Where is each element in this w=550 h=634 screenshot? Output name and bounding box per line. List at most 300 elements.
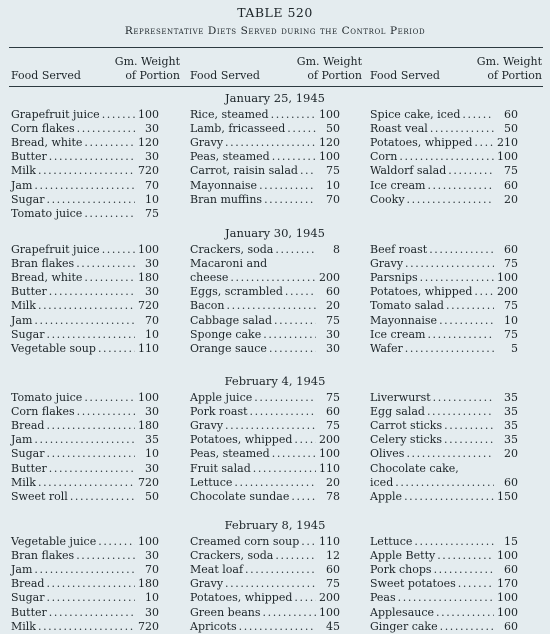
food-name: Crackers, soda bbox=[190, 243, 274, 256]
dot-leader bbox=[46, 193, 135, 207]
portion-weight: 200 bbox=[319, 271, 340, 285]
food-name: Egg salad bbox=[370, 405, 425, 419]
portion-weight: 5 bbox=[511, 341, 518, 355]
food-name: Bread, white bbox=[11, 271, 83, 285]
food-name: Parsnips bbox=[370, 271, 418, 285]
table-row bbox=[190, 549, 340, 563]
food-name: Mayonnaise bbox=[190, 178, 258, 192]
table-row bbox=[11, 476, 159, 490]
table-row bbox=[370, 271, 518, 285]
dot-leader bbox=[405, 342, 494, 356]
food-name: Milk bbox=[11, 619, 36, 633]
portion-weight: 200 bbox=[319, 591, 340, 605]
table-row bbox=[11, 419, 159, 433]
table-row bbox=[190, 342, 340, 356]
table-row bbox=[11, 591, 159, 605]
table-row bbox=[190, 299, 340, 313]
table-row bbox=[190, 257, 340, 271]
dot-leader bbox=[46, 577, 135, 591]
food-name: Apple juice bbox=[190, 391, 253, 404]
table-row bbox=[11, 563, 159, 577]
table-row bbox=[190, 462, 340, 476]
dot-leader bbox=[427, 405, 494, 419]
portion-weight: 75 bbox=[326, 391, 340, 404]
food-name: Spice cake, iced bbox=[370, 108, 461, 121]
table-row bbox=[190, 243, 340, 257]
food-name: Mayonnaise bbox=[370, 313, 438, 327]
col1-header-food: Food Served bbox=[11, 69, 81, 82]
table-row bbox=[370, 150, 518, 164]
dot-leader bbox=[444, 419, 494, 433]
table-row bbox=[11, 328, 159, 342]
food-name: Bacon bbox=[190, 299, 225, 313]
table-row bbox=[370, 257, 518, 271]
portion-weight: 10 bbox=[504, 313, 518, 327]
food-name: Peas, steamed bbox=[190, 150, 270, 164]
dot-leader bbox=[269, 257, 316, 271]
food-name: Pork chops bbox=[370, 563, 432, 577]
dot-leader bbox=[461, 462, 494, 476]
portion-weight: 10 bbox=[145, 192, 159, 206]
portion-weight: 120 bbox=[138, 136, 159, 150]
dot-leader bbox=[462, 108, 494, 122]
portion-weight: 720 bbox=[138, 164, 159, 178]
food-name: Ginger cake bbox=[370, 619, 438, 633]
food-name: Carrot sticks bbox=[370, 419, 443, 433]
dot-leader bbox=[225, 419, 316, 433]
dot-leader bbox=[272, 150, 316, 164]
portion-weight: 75 bbox=[326, 313, 340, 327]
food-name: Sugar bbox=[11, 591, 45, 605]
food-name: Eggs, scrambled bbox=[190, 285, 283, 299]
portion-weight: 70 bbox=[145, 178, 159, 192]
table-row bbox=[190, 164, 340, 178]
food-name: Roast veal bbox=[370, 122, 428, 136]
table-row bbox=[11, 136, 159, 150]
food-name: Jam bbox=[11, 433, 33, 447]
portion-weight: 20 bbox=[504, 447, 518, 461]
dot-leader bbox=[407, 193, 494, 207]
portion-weight: 60 bbox=[504, 475, 518, 489]
dot-leader bbox=[259, 179, 316, 193]
food-name: Celery sticks bbox=[370, 433, 442, 447]
food-name: Olives bbox=[370, 447, 405, 461]
dot-leader bbox=[76, 257, 135, 271]
portion-weight bbox=[318, 257, 340, 271]
food-name: Lamb, fricasseed bbox=[190, 122, 286, 136]
dot-leader bbox=[70, 490, 135, 504]
table-row bbox=[370, 122, 518, 136]
table-row bbox=[11, 179, 159, 193]
dot-leader bbox=[430, 122, 494, 136]
food-name: cheese bbox=[190, 271, 229, 285]
table-row bbox=[370, 136, 518, 150]
col2-header-weight-line2: of Portion bbox=[307, 69, 362, 82]
table-row bbox=[190, 476, 340, 490]
dot-leader bbox=[405, 257, 494, 271]
food-name: Butter bbox=[11, 285, 47, 299]
dot-leader bbox=[263, 328, 316, 342]
dot-leader bbox=[49, 285, 135, 299]
portion-weight: 60 bbox=[504, 243, 518, 256]
table-row bbox=[11, 433, 159, 447]
dot-leader bbox=[49, 150, 135, 164]
food-name: Corn flakes bbox=[11, 122, 75, 136]
food-name: Cabbage salad bbox=[190, 313, 272, 327]
food-name: Corn flakes bbox=[11, 405, 75, 419]
food-name: Apricots bbox=[190, 619, 237, 633]
food-name: Lettuce bbox=[370, 535, 413, 548]
table-row bbox=[370, 476, 518, 490]
food-name: Sweet roll bbox=[11, 489, 68, 503]
portion-weight: 20 bbox=[326, 475, 340, 489]
portion-weight: 200 bbox=[497, 285, 518, 299]
dot-leader bbox=[76, 549, 135, 563]
portion-weight: 180 bbox=[138, 271, 159, 285]
col3-header-weight-line2: of Portion bbox=[487, 69, 542, 82]
table-row bbox=[190, 328, 340, 342]
portion-weight: 15 bbox=[504, 535, 518, 548]
portion-weight: 75 bbox=[504, 327, 518, 341]
table-row bbox=[370, 164, 518, 178]
dot-leader bbox=[230, 271, 316, 285]
col2-header-food: Food Served bbox=[190, 69, 260, 82]
portion-weight: 70 bbox=[145, 563, 159, 577]
food-name: Potatoes, whipped bbox=[190, 591, 293, 605]
dot-leader bbox=[225, 136, 316, 150]
dot-leader bbox=[38, 299, 135, 313]
portion-weight: 60 bbox=[326, 285, 340, 299]
dot-leader bbox=[38, 164, 135, 178]
portion-weight: 150 bbox=[497, 489, 518, 503]
food-name: Vegetable soup bbox=[11, 341, 96, 355]
dot-leader bbox=[440, 620, 494, 634]
food-name: Gravy bbox=[190, 419, 224, 433]
table-row bbox=[370, 405, 518, 419]
portion-weight: 60 bbox=[504, 563, 518, 577]
portion-weight: 30 bbox=[145, 150, 159, 164]
dot-leader bbox=[398, 591, 494, 605]
dot-leader bbox=[395, 476, 494, 490]
portion-weight: 30 bbox=[326, 341, 340, 355]
food-name: Green beans bbox=[190, 605, 261, 619]
portion-weight: 100 bbox=[138, 535, 159, 548]
food-name: Bread bbox=[11, 577, 45, 591]
section-date: January 25, 1945 bbox=[225, 91, 325, 105]
table-row bbox=[11, 193, 159, 207]
portion-weight: 60 bbox=[326, 563, 340, 577]
dot-leader bbox=[294, 433, 316, 447]
food-name: Sugar bbox=[11, 327, 45, 341]
table-row bbox=[370, 314, 518, 328]
dot-leader bbox=[414, 535, 494, 549]
food-name: Pork roast bbox=[190, 405, 248, 419]
col1-header-weight-line1: Gm. Weight bbox=[114, 55, 180, 68]
portion-weight: 35 bbox=[504, 391, 518, 404]
dot-leader bbox=[77, 122, 135, 136]
food-name: Potatoes, whipped bbox=[370, 285, 473, 299]
dot-leader bbox=[38, 620, 135, 634]
table-number: TABLE 520 bbox=[237, 5, 313, 20]
dot-leader bbox=[253, 462, 316, 476]
portion-weight: 180 bbox=[138, 419, 159, 433]
portion-weight: 35 bbox=[504, 419, 518, 433]
food-name: Fruit salad bbox=[190, 461, 251, 475]
table-row bbox=[190, 591, 340, 605]
dot-leader bbox=[274, 314, 316, 328]
table-row bbox=[11, 577, 159, 591]
portion-weight: 720 bbox=[138, 475, 159, 489]
table-row bbox=[190, 122, 340, 136]
food-name: Sweet potatoes bbox=[370, 577, 456, 591]
dot-leader bbox=[34, 179, 135, 193]
portion-weight: 60 bbox=[504, 178, 518, 192]
food-name: Wafer bbox=[370, 341, 403, 355]
dot-leader bbox=[264, 193, 316, 207]
food-name: Bran muffins bbox=[190, 192, 263, 206]
table-row bbox=[190, 136, 340, 150]
section-date: February 4, 1945 bbox=[224, 374, 326, 388]
portion-weight: 110 bbox=[319, 535, 340, 548]
food-name: Ice cream bbox=[370, 327, 426, 341]
portion-weight: 70 bbox=[145, 313, 159, 327]
food-name: Tomato juice bbox=[11, 391, 83, 404]
portion-weight: 75 bbox=[326, 164, 340, 178]
dot-leader bbox=[98, 342, 135, 356]
portion-weight: 75 bbox=[326, 577, 340, 591]
table-row bbox=[11, 342, 159, 356]
table-row bbox=[11, 549, 159, 563]
portion-weight: 50 bbox=[326, 122, 340, 136]
dot-leader bbox=[294, 591, 316, 605]
table-row bbox=[11, 164, 159, 178]
dot-leader bbox=[34, 314, 135, 328]
table-row bbox=[11, 271, 159, 285]
portion-weight: 45 bbox=[326, 619, 340, 633]
portion-weight: 8 bbox=[333, 243, 340, 256]
food-name: Grapefruit juice bbox=[11, 108, 100, 121]
table-row bbox=[190, 447, 340, 461]
food-name: Orange sauce bbox=[190, 341, 267, 355]
food-name: Meat loaf bbox=[190, 563, 244, 577]
dot-leader bbox=[84, 271, 135, 285]
table-row bbox=[190, 405, 340, 419]
food-name: Butter bbox=[11, 150, 47, 164]
dot-leader bbox=[285, 285, 316, 299]
table-row bbox=[370, 391, 518, 405]
table-row bbox=[370, 447, 518, 461]
table-row bbox=[370, 419, 518, 433]
food-name: Ice cream bbox=[370, 178, 426, 192]
table-row bbox=[190, 271, 340, 285]
portion-weight: 60 bbox=[504, 619, 518, 633]
dot-leader bbox=[234, 476, 316, 490]
dot-leader bbox=[272, 447, 316, 461]
header-top-rule bbox=[9, 47, 543, 48]
portion-weight: 100 bbox=[319, 150, 340, 164]
food-name: Jam bbox=[11, 313, 33, 327]
dot-leader bbox=[429, 243, 494, 257]
food-name: Butter bbox=[11, 461, 47, 475]
portion-weight: 10 bbox=[145, 447, 159, 461]
dot-leader bbox=[404, 490, 494, 504]
dot-leader bbox=[275, 243, 316, 257]
portion-weight: 110 bbox=[319, 461, 340, 475]
portion-weight: 100 bbox=[497, 549, 518, 563]
food-name: Gravy bbox=[370, 257, 404, 271]
table-row bbox=[11, 620, 159, 634]
table-caption: Representative Diets Served during the Control Period bbox=[124, 25, 426, 37]
dot-leader bbox=[427, 179, 494, 193]
food-name: Tomato juice bbox=[11, 206, 83, 220]
table-row bbox=[370, 108, 518, 122]
table-row bbox=[370, 535, 518, 549]
table-row bbox=[190, 577, 340, 591]
dot-leader bbox=[439, 314, 494, 328]
food-name: Apple bbox=[370, 489, 403, 503]
portion-weight: 70 bbox=[326, 192, 340, 206]
food-name: Gravy bbox=[190, 136, 224, 150]
dot-leader bbox=[34, 563, 135, 577]
dot-leader bbox=[444, 433, 494, 447]
portion-weight: 75 bbox=[145, 206, 159, 220]
food-name: Bran flakes bbox=[11, 257, 75, 271]
portion-weight: 20 bbox=[326, 299, 340, 313]
dot-leader bbox=[263, 606, 317, 620]
food-name: Sponge cake bbox=[190, 327, 262, 341]
dot-leader bbox=[239, 620, 316, 634]
portion-weight: 75 bbox=[504, 257, 518, 271]
dot-leader bbox=[436, 606, 494, 620]
table-row bbox=[370, 490, 518, 504]
table-row bbox=[11, 243, 159, 257]
col1-header-weight-line2: of Portion bbox=[125, 69, 180, 82]
col3-header-food: Food Served bbox=[370, 69, 440, 82]
portion-weight: 35 bbox=[504, 405, 518, 419]
dot-leader bbox=[301, 535, 316, 549]
portion-weight: 75 bbox=[504, 164, 518, 178]
food-name: Jam bbox=[11, 563, 33, 577]
food-name: Peas, steamed bbox=[190, 447, 270, 461]
food-name: Applesauce bbox=[370, 605, 435, 619]
table-row bbox=[11, 108, 159, 122]
section-date: January 30, 1945 bbox=[225, 226, 325, 240]
dot-leader bbox=[275, 549, 316, 563]
portion-weight: 30 bbox=[326, 327, 340, 341]
table-row bbox=[11, 606, 159, 620]
food-name: Waldorf salad bbox=[370, 164, 447, 178]
table-row bbox=[370, 179, 518, 193]
food-name: Beef roast bbox=[370, 243, 428, 256]
dot-leader bbox=[84, 136, 135, 150]
food-name: Crackers, soda bbox=[190, 549, 274, 563]
food-name: Grapefruit juice bbox=[11, 243, 100, 256]
portion-weight: 210 bbox=[497, 136, 518, 150]
portion-weight: 30 bbox=[145, 549, 159, 563]
portion-weight: 100 bbox=[138, 108, 159, 121]
portion-weight: 50 bbox=[145, 489, 159, 503]
portion-weight: 30 bbox=[145, 461, 159, 475]
portion-weight: 100 bbox=[497, 591, 518, 605]
dot-leader bbox=[77, 405, 135, 419]
table-row bbox=[190, 563, 340, 577]
dot-leader bbox=[34, 433, 135, 447]
dot-leader bbox=[46, 447, 135, 461]
food-name: Sugar bbox=[11, 192, 45, 206]
section-date: February 8, 1945 bbox=[224, 518, 326, 532]
dot-leader bbox=[434, 563, 494, 577]
table-row bbox=[370, 591, 518, 605]
table-row bbox=[370, 193, 518, 207]
dot-leader bbox=[49, 606, 135, 620]
food-name: Jam bbox=[11, 178, 33, 192]
portion-weight: 120 bbox=[319, 136, 340, 150]
dot-leader bbox=[250, 405, 316, 419]
portion-weight: 50 bbox=[504, 122, 518, 136]
table-row bbox=[190, 314, 340, 328]
portion-weight: 60 bbox=[326, 405, 340, 419]
table-row bbox=[190, 606, 340, 620]
table-row bbox=[11, 285, 159, 299]
portion-weight: 35 bbox=[145, 433, 159, 447]
dot-leader bbox=[287, 122, 316, 136]
table-row bbox=[190, 391, 340, 405]
food-name: Bran flakes bbox=[11, 549, 75, 563]
dot-leader bbox=[406, 447, 494, 461]
food-name: Chocolate cake, bbox=[370, 461, 459, 475]
table-row bbox=[11, 447, 159, 461]
table-row bbox=[370, 285, 518, 299]
portion-weight: 30 bbox=[145, 405, 159, 419]
col2-header-weight-line1: Gm. Weight bbox=[296, 55, 362, 68]
dot-leader bbox=[225, 577, 316, 591]
table-row bbox=[190, 108, 340, 122]
dot-leader bbox=[46, 328, 135, 342]
food-name: iced bbox=[370, 475, 394, 489]
food-name: Tomato salad bbox=[370, 299, 444, 313]
food-name: Cooky bbox=[370, 192, 405, 206]
dot-leader bbox=[269, 342, 316, 356]
dot-leader bbox=[474, 136, 494, 150]
dot-leader bbox=[420, 271, 494, 285]
food-name: Sugar bbox=[11, 447, 45, 461]
portion-weight: 170 bbox=[497, 577, 518, 591]
table-row bbox=[190, 490, 340, 504]
food-name: Potatoes, whipped bbox=[370, 136, 473, 150]
dot-leader bbox=[46, 419, 135, 433]
table-row bbox=[190, 433, 340, 447]
food-name: Rice, steamed bbox=[190, 108, 269, 121]
dot-leader bbox=[245, 563, 316, 577]
table-row bbox=[190, 285, 340, 299]
food-name: Corn bbox=[370, 150, 398, 164]
col3-header-weight-line1: Gm. Weight bbox=[476, 55, 542, 68]
portion-weight: 30 bbox=[145, 122, 159, 136]
portion-weight: 110 bbox=[138, 341, 159, 355]
table-row bbox=[190, 193, 340, 207]
table-row bbox=[370, 342, 518, 356]
table-row bbox=[370, 577, 518, 591]
dot-leader bbox=[98, 535, 135, 549]
table-row bbox=[370, 563, 518, 577]
table-row bbox=[370, 606, 518, 620]
dot-leader bbox=[291, 490, 316, 504]
portion-weight: 10 bbox=[145, 327, 159, 341]
portion-weight: 30 bbox=[145, 285, 159, 299]
col1-header-weight bbox=[104, 55, 180, 83]
col3-header-weight bbox=[466, 55, 542, 83]
portion-weight: 180 bbox=[138, 577, 159, 591]
